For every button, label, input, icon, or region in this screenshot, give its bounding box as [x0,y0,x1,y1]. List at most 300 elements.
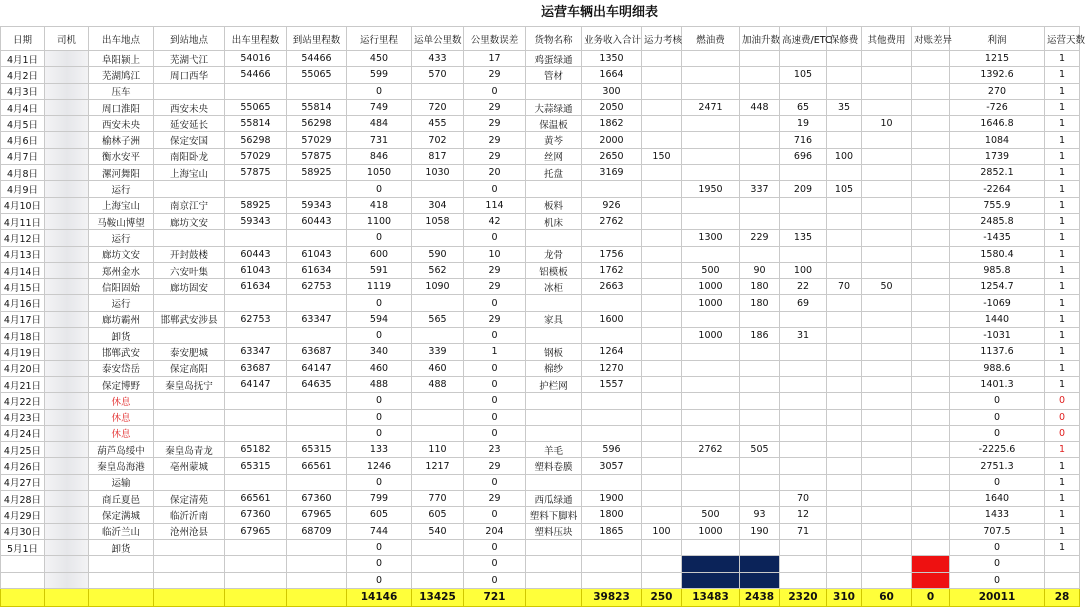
table-cell[interactable]: 1 [1045,311,1080,327]
table-cell[interactable] [526,409,582,425]
table-cell[interactable]: 塑料下脚料 [526,507,582,523]
table-cell[interactable]: 沧州沧县 [154,523,225,539]
total-cell[interactable] [225,588,287,606]
table-cell[interactable] [642,539,682,555]
table-cell[interactable]: 63347 [287,311,347,327]
table-cell[interactable] [862,572,912,588]
table-cell[interactable] [912,116,950,132]
table-cell[interactable] [912,523,950,539]
table-cell[interactable]: 保定博野 [89,376,154,392]
table-cell[interactable]: 55065 [225,99,287,115]
table-cell[interactable]: 29 [464,262,526,278]
table-cell[interactable] [740,556,780,572]
table-cell[interactable] [862,197,912,213]
table-cell[interactable] [912,165,950,181]
table-cell[interactable] [642,165,682,181]
table-cell[interactable] [45,148,89,164]
table-cell[interactable] [740,425,780,441]
table-cell[interactable]: 29 [464,311,526,327]
table-cell[interactable] [912,99,950,115]
table-cell[interactable] [45,328,89,344]
table-cell[interactable] [154,83,225,99]
table-cell[interactable]: 1030 [412,165,464,181]
table-cell[interactable]: 1 [1045,51,1080,67]
table-cell[interactable] [45,246,89,262]
table-cell[interactable] [912,311,950,327]
table-cell[interactable]: 4月11日 [1,213,45,229]
table-cell[interactable]: 50 [862,279,912,295]
table-cell[interactable]: 600 [347,246,412,262]
table-cell[interactable] [862,83,912,99]
table-cell[interactable] [827,67,862,83]
table-cell[interactable]: 信阳固始 [89,279,154,295]
table-cell[interactable]: -1069 [950,295,1045,311]
table-cell[interactable] [827,295,862,311]
table-cell[interactable]: 4月27日 [1,474,45,490]
table-cell[interactable]: 418 [347,197,412,213]
table-cell[interactable]: 1246 [347,458,412,474]
table-cell[interactable]: 保温板 [526,116,582,132]
table-cell[interactable]: 702 [412,132,464,148]
table-cell[interactable]: 1217 [412,458,464,474]
table-cell[interactable]: 2762 [582,213,642,229]
table-cell[interactable]: 0 [464,83,526,99]
table-cell[interactable] [287,572,347,588]
table-cell[interactable] [642,67,682,83]
table-cell[interactable] [642,425,682,441]
table-cell[interactable] [827,328,862,344]
table-cell[interactable] [225,295,287,311]
table-cell[interactable]: 卸货 [89,328,154,344]
table-cell[interactable] [862,442,912,458]
table-cell[interactable] [740,148,780,164]
total-cell[interactable]: 2438 [740,588,780,606]
table-cell[interactable]: 17 [464,51,526,67]
table-cell[interactable] [862,376,912,392]
table-cell[interactable]: 448 [740,99,780,115]
table-cell[interactable] [642,474,682,490]
table-cell[interactable] [740,344,780,360]
table-cell[interactable]: 12 [780,507,827,523]
table-cell[interactable] [740,213,780,229]
table-cell[interactable]: 23 [464,442,526,458]
table-cell[interactable]: 1401.3 [950,376,1045,392]
table-cell[interactable] [740,572,780,588]
total-cell[interactable]: 250 [642,588,682,606]
table-cell[interactable]: 商丘夏邑 [89,491,154,507]
table-cell[interactable]: 35 [827,99,862,115]
table-cell[interactable]: 西安未央 [154,99,225,115]
table-cell[interactable]: 南京江宁 [154,197,225,213]
table-cell[interactable] [412,328,464,344]
table-cell[interactable]: 4月13日 [1,246,45,262]
table-cell[interactable]: 450 [347,51,412,67]
table-cell[interactable] [154,556,225,572]
table-cell[interactable]: 54016 [225,51,287,67]
table-cell[interactable]: 594 [347,311,412,327]
table-cell[interactable]: 1 [1045,279,1080,295]
table-cell[interactable]: 周口西华 [154,67,225,83]
table-cell[interactable] [642,556,682,572]
table-cell[interactable] [642,491,682,507]
table-cell[interactable]: 0 [1045,393,1080,409]
table-cell[interactable]: 926 [582,197,642,213]
table-cell[interactable] [862,99,912,115]
total-cell[interactable]: 310 [827,588,862,606]
table-cell[interactable]: 芜湖鸠江 [89,67,154,83]
table-cell[interactable]: 63687 [287,344,347,360]
table-cell[interactable] [862,230,912,246]
table-cell[interactable] [912,51,950,67]
table-cell[interactable] [412,556,464,572]
table-cell[interactable] [740,393,780,409]
table-cell[interactable] [154,328,225,344]
table-cell[interactable]: 1100 [347,213,412,229]
table-cell[interactable]: 150 [642,148,682,164]
table-cell[interactable]: 1440 [950,311,1045,327]
table-cell[interactable] [45,262,89,278]
table-cell[interactable]: 65182 [225,442,287,458]
table-cell[interactable]: 54466 [287,51,347,67]
table-cell[interactable]: 丝网 [526,148,582,164]
table-cell[interactable]: 69 [780,295,827,311]
table-cell[interactable]: 1000 [682,523,740,539]
table-cell[interactable]: 0 [464,474,526,490]
table-cell[interactable] [740,376,780,392]
table-cell[interactable] [225,328,287,344]
table-cell[interactable] [412,393,464,409]
table-cell[interactable] [827,572,862,588]
table-cell[interactable]: 1756 [582,246,642,262]
table-cell[interactable] [45,51,89,67]
table-cell[interactable]: 54466 [225,67,287,83]
total-cell[interactable] [1,588,45,606]
table-cell[interactable]: 10 [464,246,526,262]
table-cell[interactable]: 0 [347,230,412,246]
table-cell[interactable] [912,539,950,555]
table-cell[interactable]: 5月1日 [1,539,45,555]
table-cell[interactable]: 1739 [950,148,1045,164]
table-cell[interactable] [740,132,780,148]
table-cell[interactable]: 93 [740,507,780,523]
table-cell[interactable]: 340 [347,344,412,360]
table-cell[interactable]: 3057 [582,458,642,474]
table-cell[interactable] [682,67,740,83]
table-cell[interactable]: 0 [464,181,526,197]
table-cell[interactable]: 799 [347,491,412,507]
table-cell[interactable] [642,246,682,262]
table-cell[interactable] [912,442,950,458]
table-cell[interactable] [912,279,950,295]
table-cell[interactable] [642,83,682,99]
table-cell[interactable]: 1 [1045,181,1080,197]
table-cell[interactable]: 4月28日 [1,491,45,507]
table-cell[interactable] [642,181,682,197]
table-cell[interactable] [682,393,740,409]
table-cell[interactable]: 0 [464,376,526,392]
total-cell[interactable]: 14146 [347,588,412,606]
table-cell[interactable] [287,230,347,246]
table-cell[interactable]: 10 [862,116,912,132]
table-cell[interactable] [740,246,780,262]
table-cell[interactable] [526,393,582,409]
table-cell[interactable] [45,213,89,229]
table-cell[interactable] [412,539,464,555]
column-header[interactable]: 日期 [1,27,45,51]
table-cell[interactable] [912,572,950,588]
table-cell[interactable]: 67965 [287,507,347,523]
table-cell[interactable]: 1 [1045,523,1080,539]
table-cell[interactable] [582,425,642,441]
table-cell[interactable]: 817 [412,148,464,164]
table-cell[interactable]: 0 [950,556,1045,572]
table-cell[interactable] [740,539,780,555]
table-cell[interactable] [827,474,862,490]
table-cell[interactable]: 0 [347,295,412,311]
column-header[interactable]: 燃油费 [682,27,740,51]
total-cell[interactable] [287,588,347,606]
total-cell[interactable]: 0 [912,588,950,606]
table-cell[interactable]: 塑料压块 [526,523,582,539]
table-cell[interactable]: 755.9 [950,197,1045,213]
table-cell[interactable] [642,230,682,246]
table-cell[interactable] [154,181,225,197]
table-cell[interactable] [582,393,642,409]
table-cell[interactable]: 马鞍山博望 [89,213,154,229]
table-cell[interactable]: 60443 [225,246,287,262]
table-cell[interactable] [827,409,862,425]
table-cell[interactable]: 4月22日 [1,393,45,409]
table-cell[interactable] [682,425,740,441]
table-cell[interactable]: 29 [464,116,526,132]
table-cell[interactable] [682,474,740,490]
table-cell[interactable]: 62753 [225,311,287,327]
table-cell[interactable] [827,376,862,392]
column-header[interactable]: 高速费/ETC [780,27,827,51]
column-header[interactable]: 运营天数 [1045,27,1080,51]
table-cell[interactable] [642,197,682,213]
table-cell[interactable]: 591 [347,262,412,278]
table-cell[interactable] [682,246,740,262]
table-cell[interactable]: 家具 [526,311,582,327]
table-cell[interactable] [642,295,682,311]
table-cell[interactable]: 休息 [89,425,154,441]
column-header[interactable]: 对账差异 [912,27,950,51]
table-cell[interactable]: 64147 [287,360,347,376]
table-cell[interactable] [912,474,950,490]
table-cell[interactable]: 1 [1045,295,1080,311]
table-cell[interactable]: 460 [412,360,464,376]
table-cell[interactable]: 90 [740,262,780,278]
table-cell[interactable] [912,556,950,572]
table-cell[interactable] [225,556,287,572]
table-cell[interactable]: 0 [950,474,1045,490]
table-cell[interactable]: 749 [347,99,412,115]
table-cell[interactable] [582,230,642,246]
table-cell[interactable] [582,295,642,311]
table-cell[interactable] [1045,556,1080,572]
table-cell[interactable]: 塑料卷膜 [526,458,582,474]
table-cell[interactable] [862,507,912,523]
table-cell[interactable] [287,181,347,197]
table-cell[interactable]: 70 [827,279,862,295]
table-cell[interactable]: 67360 [225,507,287,523]
table-cell[interactable] [225,572,287,588]
table-cell[interactable] [912,360,950,376]
table-cell[interactable] [912,197,950,213]
table-cell[interactable] [682,556,740,572]
table-cell[interactable]: 0 [464,507,526,523]
table-cell[interactable]: 846 [347,148,412,164]
table-cell[interactable] [526,230,582,246]
table-cell[interactable]: 500 [682,262,740,278]
table-cell[interactable]: 1433 [950,507,1045,523]
table-cell[interactable] [740,474,780,490]
table-cell[interactable] [526,556,582,572]
table-cell[interactable]: 100 [642,523,682,539]
table-cell[interactable] [827,197,862,213]
table-cell[interactable]: 1664 [582,67,642,83]
table-cell[interactable] [287,474,347,490]
table-cell[interactable]: 4月23日 [1,409,45,425]
column-header[interactable]: 业务收入合计 [582,27,642,51]
table-cell[interactable] [642,262,682,278]
table-cell[interactable]: 1 [1045,262,1080,278]
table-cell[interactable] [642,409,682,425]
table-cell[interactable]: 0 [464,328,526,344]
table-cell[interactable] [682,51,740,67]
table-cell[interactable]: 休息 [89,393,154,409]
table-cell[interactable]: 4月29日 [1,507,45,523]
table-cell[interactable] [412,409,464,425]
table-cell[interactable] [89,572,154,588]
table-cell[interactable] [526,295,582,311]
table-cell[interactable]: 羊毛 [526,442,582,458]
table-cell[interactable] [45,230,89,246]
table-cell[interactable]: 大蒜绿通 [526,99,582,115]
table-cell[interactable]: 钢板 [526,344,582,360]
table-cell[interactable] [526,83,582,99]
table-cell[interactable] [827,442,862,458]
table-cell[interactable]: 716 [780,132,827,148]
table-cell[interactable] [225,181,287,197]
table-cell[interactable]: -2264 [950,181,1045,197]
table-cell[interactable]: 1000 [682,328,740,344]
table-cell[interactable]: 65315 [287,442,347,458]
table-cell[interactable]: 29 [464,458,526,474]
table-cell[interactable]: 1 [1045,213,1080,229]
table-cell[interactable] [827,246,862,262]
table-cell[interactable]: 保定清苑 [154,491,225,507]
table-cell[interactable]: 1 [1045,116,1080,132]
table-cell[interactable]: 57029 [225,148,287,164]
table-cell[interactable] [642,458,682,474]
table-cell[interactable]: 1000 [682,295,740,311]
table-cell[interactable]: 1119 [347,279,412,295]
table-cell[interactable]: 2762 [682,442,740,458]
total-cell[interactable]: 13483 [682,588,740,606]
table-cell[interactable] [225,539,287,555]
table-cell[interactable] [862,344,912,360]
table-cell[interactable] [45,393,89,409]
table-cell[interactable] [740,165,780,181]
table-cell[interactable] [912,409,950,425]
table-cell[interactable]: 339 [412,344,464,360]
table-cell[interactable]: 0 [347,393,412,409]
table-cell[interactable]: 70 [780,491,827,507]
table-cell[interactable] [827,523,862,539]
table-cell[interactable] [862,458,912,474]
table-cell[interactable]: -726 [950,99,1045,115]
table-cell[interactable]: 管材 [526,67,582,83]
table-cell[interactable] [827,213,862,229]
table-cell[interactable]: 鸡蛋绿通 [526,51,582,67]
table-cell[interactable] [682,458,740,474]
table-cell[interactable]: 605 [347,507,412,523]
table-cell[interactable]: 63347 [225,344,287,360]
table-cell[interactable] [912,213,950,229]
table-cell[interactable] [582,409,642,425]
table-cell[interactable]: 4月17日 [1,311,45,327]
table-cell[interactable]: 0 [464,409,526,425]
table-cell[interactable]: 58925 [225,197,287,213]
table-cell[interactable] [912,262,950,278]
table-cell[interactable] [862,67,912,83]
table-cell[interactable] [682,360,740,376]
table-cell[interactable]: 1865 [582,523,642,539]
table-cell[interactable]: 62753 [287,279,347,295]
table-cell[interactable]: 0 [464,393,526,409]
table-cell[interactable] [287,393,347,409]
table-cell[interactable]: 59343 [287,197,347,213]
table-cell[interactable]: 1 [1045,99,1080,115]
table-cell[interactable]: 562 [412,262,464,278]
table-cell[interactable] [526,181,582,197]
table-cell[interactable] [780,425,827,441]
table-cell[interactable]: 延安延长 [154,116,225,132]
table-cell[interactable]: 65 [780,99,827,115]
table-cell[interactable] [225,83,287,99]
table-cell[interactable] [827,311,862,327]
table-cell[interactable]: 20 [464,165,526,181]
table-cell[interactable]: 1 [1045,491,1080,507]
table-cell[interactable]: 龙骨 [526,246,582,262]
table-cell[interactable] [912,230,950,246]
table-cell[interactable]: 55065 [287,67,347,83]
table-cell[interactable] [827,165,862,181]
table-cell[interactable] [45,491,89,507]
table-cell[interactable]: 105 [827,181,862,197]
table-cell[interactable] [412,425,464,441]
table-cell[interactable]: 61634 [225,279,287,295]
table-cell[interactable] [780,83,827,99]
table-cell[interactable] [526,474,582,490]
table-cell[interactable] [780,556,827,572]
table-cell[interactable]: 铝模板 [526,262,582,278]
table-cell[interactable] [412,181,464,197]
table-cell[interactable]: 105 [780,67,827,83]
table-cell[interactable] [45,507,89,523]
table-cell[interactable]: 4月20日 [1,360,45,376]
table-cell[interactable] [912,67,950,83]
table-cell[interactable] [862,328,912,344]
table-cell[interactable] [287,295,347,311]
table-cell[interactable]: 临沂兰山 [89,523,154,539]
table-cell[interactable]: 0 [464,539,526,555]
table-cell[interactable]: 2663 [582,279,642,295]
table-cell[interactable]: 廊坊固安 [154,279,225,295]
table-cell[interactable] [287,328,347,344]
